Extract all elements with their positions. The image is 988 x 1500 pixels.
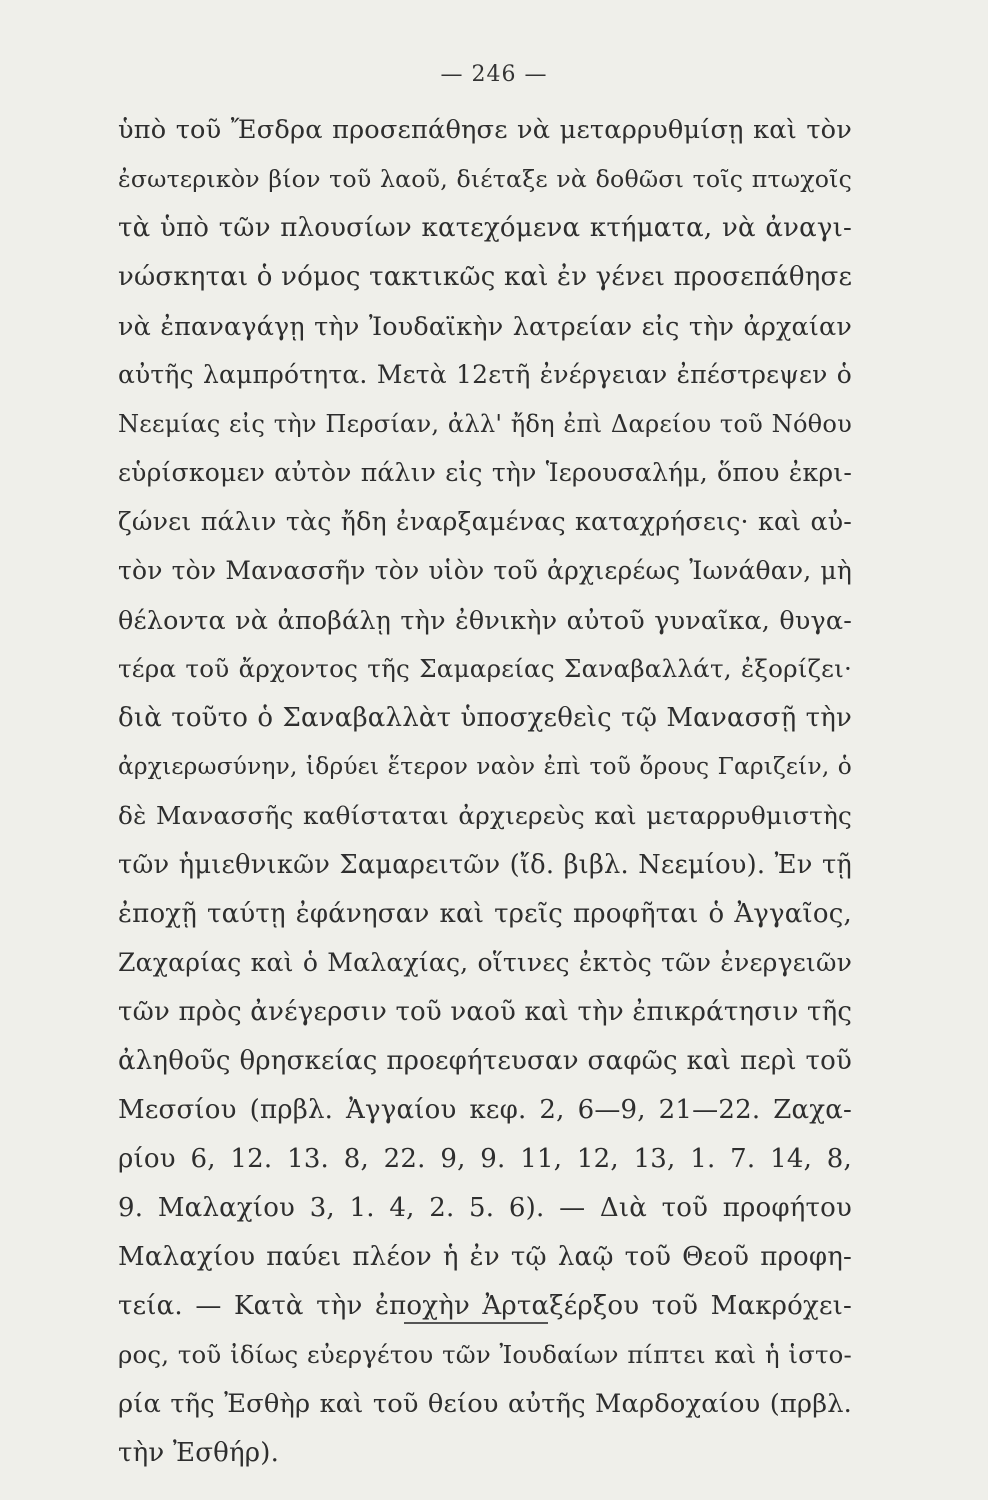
text-line: ἀρχιερωσύνην, ἱδρύει ἕτερον ναὸν ἐπὶ τοῦ ὄρους Γαριζείν, ὁ <box>118 753 852 780</box>
text-line: τὸν τὸν Μανασσῆν τὸν υἱὸν τοῦ ἀρχιερέως Ἰωνάθαν, μὴ <box>118 556 852 585</box>
text-line: νώσκηται ὁ νόμος τακτικῶς καὶ ἐν γένει προσεπάθησε <box>118 262 853 292</box>
text-line: ζώνει πάλιν τὰς ἤδη ἐναρξαμένας καταχρήσεις· καὶ αὐ- <box>118 507 852 536</box>
end-rule <box>404 1322 548 1324</box>
body-text <box>118 110 852 1482</box>
text-line: τῶν ἡμιεθνικῶν Σαμαρειτῶν (ἴδ. βιβλ. Νεεμίου). Ἐν τῇ <box>118 850 852 880</box>
text-line: ρος, τοῦ ἰδίως εὐεργέτου τῶν Ἰουδαίων πίπτει καὶ ἡ ἱστο- <box>118 1340 852 1369</box>
text-line: ρίου 6, 12. 13. 8, 22. 9, 9. 11, 12, 13, 1. 7. 14, 8, <box>118 1144 852 1174</box>
text-line: ἐσωτερικὸν βίον τοῦ λαοῦ, διέταξε νὰ δοθῶσι τοῖς πτωχοῖς <box>118 165 852 193</box>
text-line: τῶν πρὸς ἀνέγερσιν τοῦ ναοῦ καὶ τὴν ἐπικράτησιν τῆς <box>118 997 853 1027</box>
text-line: θέλοντα νὰ ἀποβάλῃ τὴν ἐθνικὴν αὐτοῦ γυναῖκα, θυγα- <box>118 605 852 635</box>
text-line: ὑπὸ τοῦ Ἔσδρα προσεπάθησε νὰ μεταρρυθμίσῃ καὶ τὸν <box>118 115 852 145</box>
text-line: τὰ ὑπὸ τῶν πλουσίων κατεχόμενα κτήματα, νὰ ἀναγι- <box>118 213 852 243</box>
text-line: ἐποχῇ ταύτῃ ἐφάνησαν καὶ τρεῖς προφῆται ὁ Ἀγγαῖος, <box>118 899 852 929</box>
text-line: Νεεμίας εἰς τὴν Περσίαν, ἀλλ' ἤδη ἐπὶ Δαρείου τοῦ Νόθου <box>118 410 852 438</box>
text-line: ρία τῆς Ἐσθὴρ καὶ τοῦ θείου αὐτῆς Μαρδοχαίου (πρβλ. <box>118 1389 852 1419</box>
page-number: — 246 — <box>440 62 548 87</box>
text-line: αὐτῆς λαμπρότητα. Μετὰ 12ετῆ ἐνέργειαν ἐπέστρεψεν ὁ <box>118 360 852 389</box>
text-line: δὲ Μανασσῆς καθίσταται ἀρχιερεὺς καὶ μεταρρυθμιστὴς <box>118 801 852 830</box>
text-line: τεία. — Κατὰ τὴν ἐποχὴν Ἀρταξέρξου τοῦ Μακρόχει- <box>118 1291 852 1321</box>
text-line: εὑρίσκομεν αὐτὸν πάλιν εἰς τὴν Ἱερουσαλήμ, ὅπου ἐκρι- <box>118 458 852 487</box>
text-line: 9. Μαλαχίου 3, 1. 4, 2. 5. 6). — Διὰ τοῦ προφήτου <box>118 1193 852 1223</box>
text-line: τέρα τοῦ ἄρχοντος τῆς Σαμαρείας Σαναβαλλάτ, ἐξορίζει· <box>118 654 852 683</box>
text-line: τὴν Ἐσθήρ). <box>118 1438 280 1468</box>
text-line: Μεσσίου (πρβλ. Ἀγγαίου κεφ. 2, 6—9, 21—22. Ζαχα- <box>118 1095 852 1125</box>
text-line: Μαλαχίου παύει πλέον ἡ ἐν τῷ λαῷ τοῦ Θεοῦ προφη- <box>118 1242 852 1272</box>
text-line: Ζαχαρίας καὶ ὁ Μαλαχίας, οἵτινες ἐκτὸς τῶν ἐνεργειῶν <box>118 948 852 977</box>
text-line: ἀληθοῦς θρησκείας προεφήτευσαν σαφῶς καὶ περὶ τοῦ <box>118 1046 852 1076</box>
text-line: διὰ τοῦτο ὁ Σαναβαλλὰτ ὑποσχεθεὶς τῷ Μανασσῇ τὴν <box>118 703 852 733</box>
text-line: νὰ ἐπαναγάγῃ τὴν Ἰουδαϊκὴν λατρείαν εἰς τὴν ἀρχαίαν <box>118 311 852 341</box>
